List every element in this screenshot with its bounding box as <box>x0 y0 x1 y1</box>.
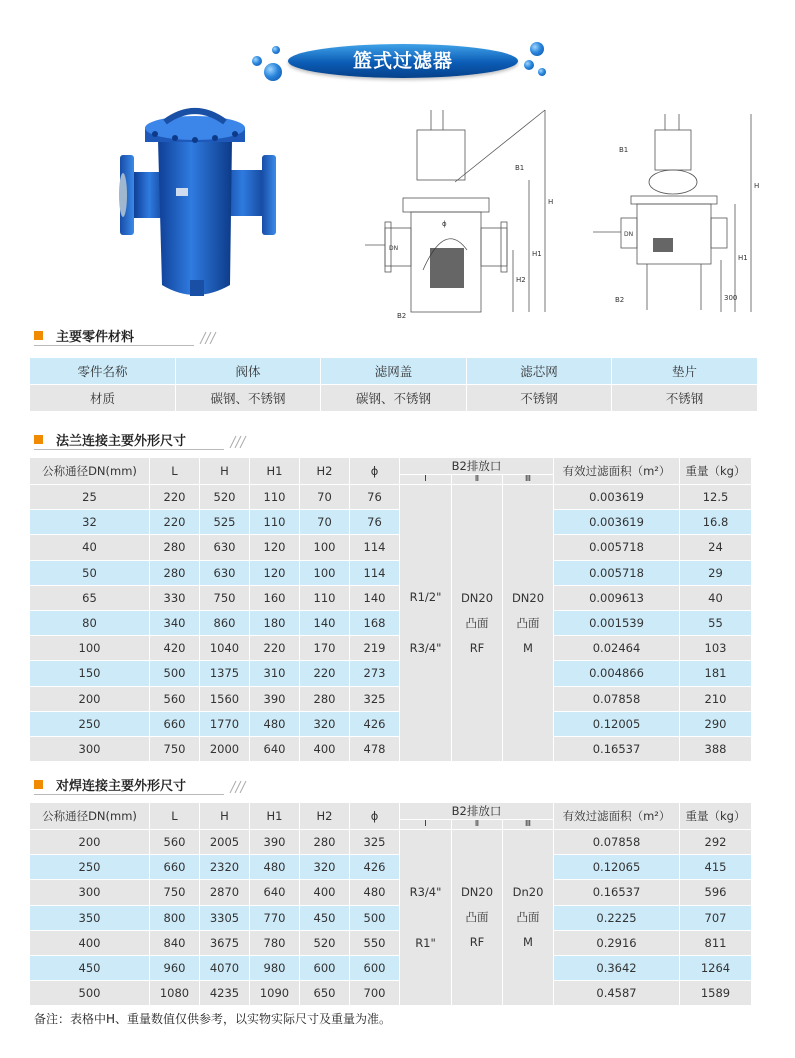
cell: 750 <box>150 880 200 905</box>
label-h: H <box>754 182 760 190</box>
cell: 碳钢、不锈钢 <box>321 385 467 412</box>
decor-bubble-icon <box>252 56 262 66</box>
b2-value: M <box>523 640 533 655</box>
header-cell: 滤网盖 <box>321 358 467 385</box>
cell: 200 <box>30 687 150 712</box>
decor-bubble-icon <box>272 46 280 54</box>
label-h2: H2 <box>516 276 526 284</box>
cell: 219 <box>350 636 400 661</box>
cell: 110 <box>300 586 350 611</box>
cell: 2000 <box>200 737 250 762</box>
technical-drawing-right <box>585 100 775 325</box>
table-row <box>30 561 752 586</box>
cell: 1375 <box>200 661 250 686</box>
table-row <box>30 830 752 855</box>
header-cell: H2 <box>300 458 350 485</box>
cell: 2005 <box>200 830 250 855</box>
cell: 160 <box>250 586 300 611</box>
cell: 707 <box>680 906 752 931</box>
table-header-row <box>30 458 752 475</box>
section-title: 主要零件材料 <box>56 330 135 345</box>
cell: 273 <box>350 661 400 686</box>
cell: 0.12005 <box>554 712 680 737</box>
cell: 660 <box>150 855 200 880</box>
table-row <box>30 906 752 931</box>
cell: 415 <box>680 855 752 880</box>
cell: 780 <box>250 931 300 956</box>
cell: 70 <box>300 485 350 510</box>
cell: 1264 <box>680 956 752 981</box>
label-h1: H1 <box>738 254 748 262</box>
section-heading-materials <box>34 326 764 346</box>
cell: 1080 <box>150 981 200 1006</box>
b2-value: Dn20 <box>512 885 544 900</box>
cell: 110 <box>250 485 300 510</box>
cell: 478 <box>350 737 400 762</box>
table-row <box>30 855 752 880</box>
cell: 320 <box>300 712 350 737</box>
cell: 750 <box>150 737 200 762</box>
cell: 3675 <box>200 931 250 956</box>
label-dn: DN <box>624 231 634 238</box>
cell: 0.16537 <box>554 880 680 905</box>
cell: 80 <box>30 611 150 636</box>
cell: 114 <box>350 561 400 586</box>
cell: 0.001539 <box>554 611 680 636</box>
subheader-cell: Ⅰ <box>400 475 452 485</box>
b2-value: RF <box>469 640 485 655</box>
cell: 1090 <box>250 981 300 1006</box>
cell: 2320 <box>200 855 250 880</box>
header-cell: H1 <box>250 803 300 830</box>
cell: 0.009613 <box>554 586 680 611</box>
header-cell: 有效过滤面积（m²） <box>554 803 680 830</box>
section-heading-weld <box>34 775 764 795</box>
cell: 140 <box>350 586 400 611</box>
cell: 0.005718 <box>554 561 680 586</box>
cell: 40 <box>30 535 150 560</box>
cell: 280 <box>300 687 350 712</box>
cell: 292 <box>680 830 752 855</box>
b2-value: 凸面 <box>516 910 540 925</box>
table-row <box>30 687 752 712</box>
label-dn: DN <box>389 245 399 252</box>
decor-bubble-icon <box>538 68 546 76</box>
cell: 0.2225 <box>554 906 680 931</box>
cell: 600 <box>350 956 400 981</box>
cell: 640 <box>250 880 300 905</box>
label-h: H <box>548 198 554 206</box>
header-cell: 重量（kg） <box>680 803 752 830</box>
b2-value: M <box>523 935 533 950</box>
label-h1: H1 <box>532 250 542 258</box>
b2-value: 凸面 <box>465 615 489 630</box>
cell: 220 <box>300 661 350 686</box>
cell: 500 <box>350 906 400 931</box>
cell: 0.2916 <box>554 931 680 956</box>
cell: 55 <box>680 611 752 636</box>
header-cell: 垫片 <box>612 358 758 385</box>
b2-value: DN20 <box>460 590 494 605</box>
table-row <box>30 611 752 636</box>
b2-value: DN20 <box>460 885 494 900</box>
table-row <box>30 661 752 686</box>
header-cell: L <box>150 803 200 830</box>
cell: 76 <box>350 485 400 510</box>
cell: 0.005718 <box>554 535 680 560</box>
cell: 180 <box>250 611 300 636</box>
header-cell: 公称通径DN(mm) <box>30 803 150 830</box>
cell: 811 <box>680 931 752 956</box>
title-banner <box>250 38 550 88</box>
cell: 65 <box>30 586 150 611</box>
cell: 3305 <box>200 906 250 931</box>
cell: 500 <box>30 981 150 1006</box>
subheader-cell: Ⅰ <box>400 820 452 830</box>
table-row <box>30 636 752 661</box>
cell: 0.07858 <box>554 830 680 855</box>
table-row <box>30 586 752 611</box>
weld-dimensions-table <box>30 803 752 1006</box>
header-cell: 阀体 <box>176 358 321 385</box>
cell: 2870 <box>200 880 250 905</box>
label-phi: ϕ <box>442 220 447 228</box>
label-b2: B2 <box>615 296 625 304</box>
cell: 426 <box>350 855 400 880</box>
cell: 140 <box>300 611 350 636</box>
merged-cell-b2-1 <box>400 485 452 762</box>
cell: 520 <box>200 485 250 510</box>
bullet-square-icon <box>34 435 43 444</box>
cell: 450 <box>30 956 150 981</box>
flange-dimensions-table <box>30 458 752 762</box>
cell: 630 <box>200 535 250 560</box>
bullet-square-icon <box>34 780 43 789</box>
cell: 0.003619 <box>554 510 680 535</box>
cell: 400 <box>30 931 150 956</box>
label-b2: B2 <box>397 312 407 320</box>
cell: 420 <box>150 636 200 661</box>
cell: 560 <box>150 687 200 712</box>
cell: 400 <box>300 880 350 905</box>
cell: 770 <box>250 906 300 931</box>
cell: 103 <box>680 636 752 661</box>
cell: 840 <box>150 931 200 956</box>
table-row <box>30 880 752 905</box>
cell: 150 <box>30 661 150 686</box>
cell: 114 <box>350 535 400 560</box>
cell: 280 <box>150 561 200 586</box>
bullet-square-icon <box>34 331 43 340</box>
table-row <box>30 535 752 560</box>
section-title: 法兰连接主要外形尺寸 <box>56 434 187 449</box>
b2-value: R3/4" <box>409 884 442 899</box>
cell: 120 <box>250 561 300 586</box>
cell: 660 <box>150 712 200 737</box>
cell: 980 <box>250 956 300 981</box>
cell: 220 <box>150 510 200 535</box>
b2-value: R1/2" <box>409 590 442 605</box>
cell: 220 <box>150 485 200 510</box>
cell: 426 <box>350 712 400 737</box>
cell: 500 <box>150 661 200 686</box>
cell: 310 <box>250 661 300 686</box>
subheader-cell: Ⅱ <box>452 475 503 485</box>
decor-bubble-icon <box>524 60 534 70</box>
cell: 630 <box>200 561 250 586</box>
cell: 100 <box>30 636 150 661</box>
header-cell-b2: B2排放口 <box>400 458 554 475</box>
cell: 700 <box>350 981 400 1006</box>
cell: 110 <box>250 510 300 535</box>
b2-value: RF <box>469 935 485 950</box>
hatch-icon <box>224 434 250 448</box>
cell: 330 <box>150 586 200 611</box>
cell: 50 <box>30 561 150 586</box>
cell: 250 <box>30 855 150 880</box>
footnote: 备注：表格中H、重量数值仅供参考，以实物实际尺寸及重量为准。 <box>34 1012 392 1026</box>
cell: 4070 <box>200 956 250 981</box>
basket-strainer-photo <box>110 100 300 315</box>
cell: 960 <box>150 956 200 981</box>
header-cell: L <box>150 458 200 485</box>
cell: 100 <box>300 535 350 560</box>
divider <box>34 794 224 795</box>
cell: 1560 <box>200 687 250 712</box>
merged-cell-b2-3 <box>503 485 554 762</box>
cell: 0.16537 <box>554 737 680 762</box>
cell: 450 <box>300 906 350 931</box>
cell: 220 <box>250 636 300 661</box>
cell: 560 <box>150 830 200 855</box>
cell: 170 <box>300 636 350 661</box>
table-row <box>30 981 752 1006</box>
divider <box>34 449 224 450</box>
cell: 390 <box>250 687 300 712</box>
header-cell: 有效过滤面积（m²） <box>554 458 680 485</box>
cell: 280 <box>300 830 350 855</box>
cell: 120 <box>250 535 300 560</box>
cell: 400 <box>300 737 350 762</box>
table-row <box>30 510 752 535</box>
cell: 0.4587 <box>554 981 680 1006</box>
cell: 0.02464 <box>554 636 680 661</box>
cell: 300 <box>30 737 150 762</box>
cell: 材质 <box>30 385 176 412</box>
header-cell: H1 <box>250 458 300 485</box>
cell: 0.003619 <box>554 485 680 510</box>
header-cell: H <box>200 458 250 485</box>
table-row <box>30 737 752 762</box>
cell: 0.07858 <box>554 687 680 712</box>
header-cell: H <box>200 803 250 830</box>
header-cell: 重量（kg） <box>680 458 752 485</box>
cell: 0.12065 <box>554 855 680 880</box>
cell: 480 <box>250 855 300 880</box>
b2-value: 凸面 <box>465 910 489 925</box>
b2-value: R3/4" <box>409 641 442 656</box>
header-cell: 零件名称 <box>30 358 176 385</box>
cell: 不锈钢 <box>612 385 758 412</box>
merged-cell-b2-2 <box>452 830 503 1006</box>
cell: 280 <box>150 535 200 560</box>
subheader-cell: Ⅲ <box>503 820 554 830</box>
cell: 0.004866 <box>554 661 680 686</box>
merged-cell-b2-3 <box>503 830 554 1006</box>
cell: 100 <box>300 561 350 586</box>
section-title: 对焊连接主要外形尺寸 <box>56 779 187 794</box>
label-300: 300 <box>724 294 738 302</box>
cell: 525 <box>200 510 250 535</box>
subheader-cell: Ⅲ <box>503 475 554 485</box>
cell: 32 <box>30 510 150 535</box>
header-cell: 滤芯网 <box>467 358 612 385</box>
page-title: 篮式过滤器 <box>352 50 453 72</box>
materials-table <box>30 358 758 412</box>
header-cell: 公称通径DN(mm) <box>30 458 150 485</box>
cell: 800 <box>150 906 200 931</box>
header-cell-b2: B2排放口 <box>400 803 554 820</box>
cell: 4235 <box>200 981 250 1006</box>
header-cell: ϕ <box>350 458 400 485</box>
b2-value: DN20 <box>511 590 545 605</box>
decor-bubble-icon <box>530 42 544 56</box>
cell: 860 <box>200 611 250 636</box>
table-row <box>30 956 752 981</box>
cell: 210 <box>680 687 752 712</box>
cell: 325 <box>350 830 400 855</box>
merged-cell-b2-1 <box>400 830 452 1006</box>
cell: 640 <box>250 737 300 762</box>
cell: 340 <box>150 611 200 636</box>
cell: 320 <box>300 855 350 880</box>
hatch-icon <box>194 330 220 344</box>
cell: 40 <box>680 586 752 611</box>
cell: 596 <box>680 880 752 905</box>
cell: 29 <box>680 561 752 586</box>
b2-value: 凸面 <box>516 615 540 630</box>
merged-cell-b2-2 <box>452 485 503 762</box>
cell: 181 <box>680 661 752 686</box>
cell: 550 <box>350 931 400 956</box>
cell: 390 <box>250 830 300 855</box>
cell: 70 <box>300 510 350 535</box>
table-row <box>30 485 752 510</box>
cell: 250 <box>30 712 150 737</box>
cell: 300 <box>30 880 150 905</box>
section-heading-flange <box>34 430 764 450</box>
b2-value: R1" <box>415 935 436 950</box>
cell: 290 <box>680 712 752 737</box>
table-row <box>30 712 752 737</box>
cell: 1589 <box>680 981 752 1006</box>
header-cell: H2 <box>300 803 350 830</box>
cell: 16.8 <box>680 510 752 535</box>
cell: 650 <box>300 981 350 1006</box>
table-header-row <box>30 803 752 820</box>
cell: 350 <box>30 906 150 931</box>
cell: 600 <box>300 956 350 981</box>
cell: 200 <box>30 830 150 855</box>
cell: 325 <box>350 687 400 712</box>
cell: 76 <box>350 510 400 535</box>
cell: 168 <box>350 611 400 636</box>
hatch-icon <box>224 779 250 793</box>
table-row <box>30 385 758 412</box>
divider <box>34 345 194 346</box>
cell: 388 <box>680 737 752 762</box>
cell: 25 <box>30 485 150 510</box>
cell: 750 <box>200 586 250 611</box>
label-b1: B1 <box>515 164 525 172</box>
cell: 480 <box>350 880 400 905</box>
decor-bubble-icon <box>264 63 282 81</box>
cell: 0.3642 <box>554 956 680 981</box>
cell: 520 <box>300 931 350 956</box>
cell: 12.5 <box>680 485 752 510</box>
cell: 不锈钢 <box>467 385 612 412</box>
header-cell: ϕ <box>350 803 400 830</box>
cell: 480 <box>250 712 300 737</box>
cell: 碳钢、不锈钢 <box>176 385 321 412</box>
cell: 24 <box>680 535 752 560</box>
label-b1: B1 <box>619 146 629 154</box>
table-row <box>30 931 752 956</box>
subheader-cell: Ⅱ <box>452 820 503 830</box>
table-header-row <box>30 358 758 385</box>
technical-drawing-left <box>345 100 560 325</box>
cell: 1040 <box>200 636 250 661</box>
cell: 1770 <box>200 712 250 737</box>
